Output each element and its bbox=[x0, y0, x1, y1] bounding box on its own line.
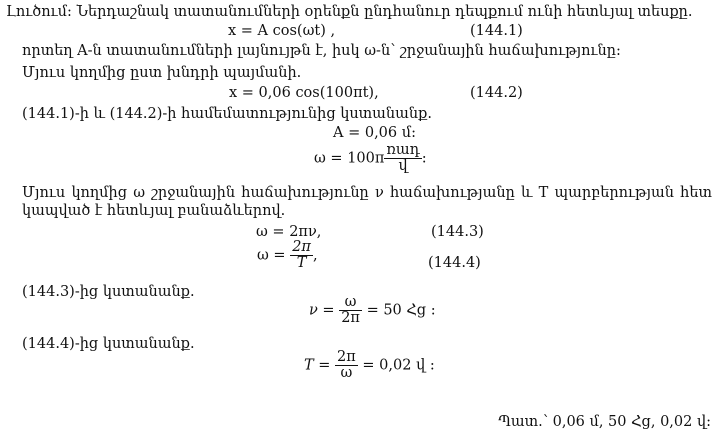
definition-line: որտեղ A-ն տատանումների լայնույթն է, իսկ ω-ն՝ շրջանային հաճախությունը: bbox=[22, 43, 621, 59]
equation-144-4 bbox=[257, 240, 318, 271]
omega-result-lhs: ω = 100π bbox=[314, 150, 385, 167]
omega-unit-numerator: ռադ bbox=[386, 142, 420, 158]
intro-line: Լուծում: Ներդաշնակ տատանումների օրենքն ընդհանուր դեպքում ունի հետևյալ տեսքը. bbox=[6, 4, 693, 20]
equation-144-3: ω = 2πν, bbox=[256, 224, 322, 240]
omega-unit-denominator: վ bbox=[398, 158, 408, 174]
equation-144-2: x = 0,06 cos(100πt), bbox=[229, 85, 379, 101]
frequency-lhs: ν = bbox=[309, 302, 335, 319]
omega-result-end: : bbox=[421, 150, 427, 167]
period-rhs: = 0,02 վ : bbox=[362, 357, 435, 374]
frequency-numerator: ω bbox=[339, 295, 362, 311]
period-lhs: T = bbox=[304, 357, 331, 374]
from-144-4-line: (144.4)-ից կստանանք. bbox=[22, 336, 195, 352]
frequency-fraction bbox=[339, 295, 362, 326]
frequency-rhs: = 50 Հց : bbox=[366, 302, 436, 319]
omega-unit-fraction bbox=[384, 143, 421, 174]
equation-144-2-number: (144.2) bbox=[470, 85, 523, 101]
relation-line-cont: կապված է հետևյալ բանաձևերով. bbox=[22, 203, 286, 219]
relation-line: Մյուս կողմից ω շրջանային հաճախությունը ν հաճախությանը և T պարբերության հետ bbox=[22, 185, 712, 201]
equation-144-4-end: , bbox=[312, 247, 318, 264]
equation-144-4-lhs: ω = bbox=[257, 247, 286, 264]
period-fraction-numerator: 2π bbox=[292, 239, 311, 255]
answer-line: Պատ.՝ 0,06 մ, 50 Հց, 0,02 վ: bbox=[498, 414, 711, 430]
frequency-denominator: 2π bbox=[341, 310, 360, 326]
equation-144-4-number: (144.4) bbox=[428, 255, 481, 271]
condition-line: Մյուս կողմից ըստ խնդրի պայմանի. bbox=[22, 65, 302, 81]
amplitude-result: A = 0,06 մ: bbox=[333, 125, 416, 141]
period-fraction bbox=[290, 240, 313, 271]
period-result-numerator: 2π bbox=[337, 349, 356, 365]
frequency-result bbox=[309, 295, 436, 326]
period-result-fraction bbox=[335, 350, 358, 381]
omega-result bbox=[314, 143, 427, 174]
equation-144-1: x = A cos(ωt) , bbox=[228, 23, 336, 39]
period-result-denominator: ω bbox=[340, 365, 353, 381]
equation-144-3-number: (144.3) bbox=[431, 224, 484, 240]
period-fraction-denominator: T bbox=[296, 255, 307, 271]
period-result bbox=[304, 350, 435, 381]
from-144-3-line: (144.3)-ից կստանանք. bbox=[22, 284, 195, 300]
comparison-line: (144.1)-ի և (144.2)-ի համեմատությունից կստանանք. bbox=[22, 106, 432, 122]
equation-144-1-number: (144.1) bbox=[470, 23, 523, 39]
